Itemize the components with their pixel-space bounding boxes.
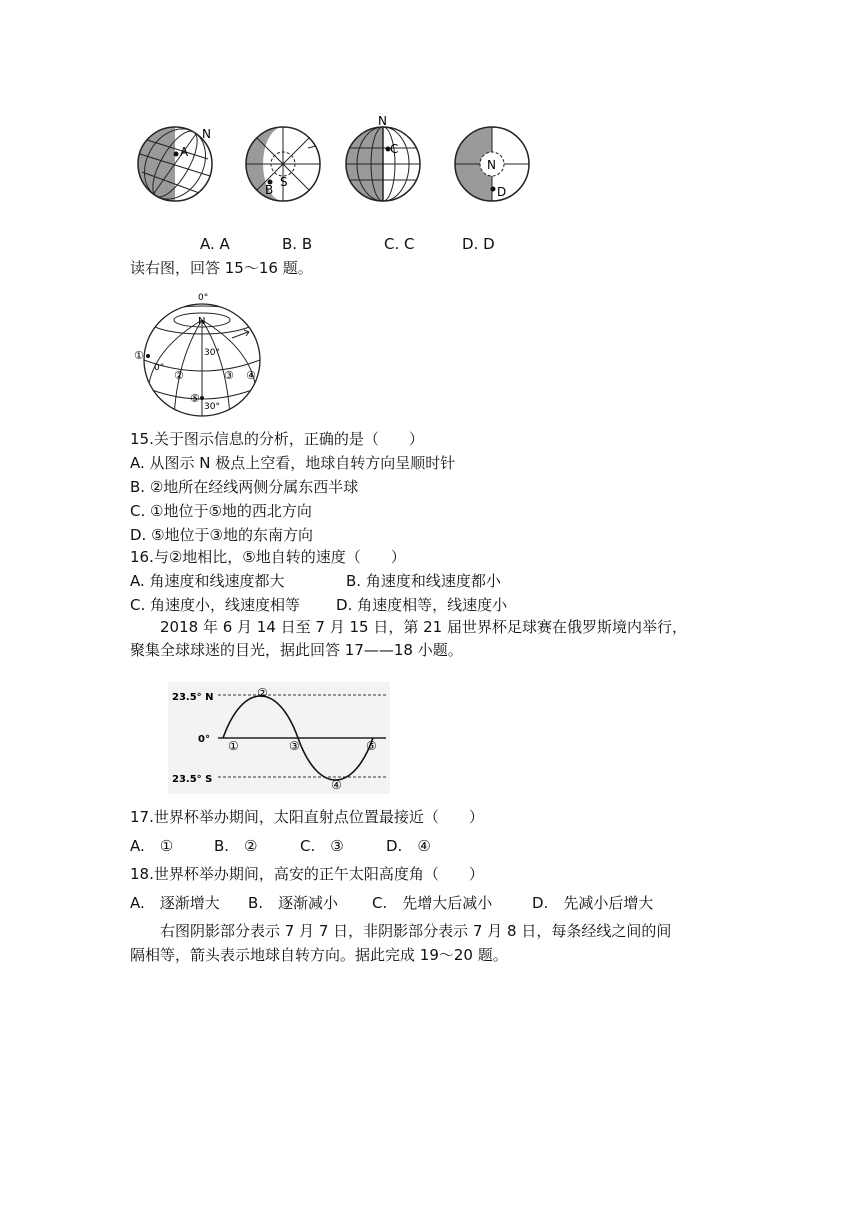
label-23-5-s: 23.5° S [172,774,213,785]
q18-option-c[interactable]: C. 先增大后减小 [372,894,493,912]
q18-option-b[interactable]: B. 逐渐减小 [248,894,339,912]
q16-option-d[interactable]: D. 角速度相等，线速度小 [336,596,508,614]
globe-marker-4: ④ [246,369,256,382]
q15-option-c[interactable]: C. ①地位于⑤地的西北方向 [130,502,312,520]
q15-option-a[interactable]: A. 从图示 N 极点上空看，地球自转方向呈顺时针 [130,454,456,472]
intro-19-20-line1: 右图阴影部分表示 7 月 7 日，非阴影部分表示 7 月 8 日，每条经线之间的间 [160,922,672,940]
globe-d [455,127,529,201]
chart-marker-3: ③ [289,739,300,753]
chart-marker-5: ⑤ [366,739,377,753]
globe-b [246,127,320,201]
globe-label-30-mid: 30° [204,348,220,358]
label-c: C [390,142,399,156]
q15-stem: 15.关于图示信息的分析，正确的是（ ） [130,430,424,448]
q15-option-b[interactable]: B. ②地所在经线两侧分属东西半球 [130,478,359,496]
intro-19-20-line2: 隔相等，箭头表示地球自转方向。据此完成 19～20 题。 [130,946,508,964]
q14-option-d[interactable]: D. D [462,235,495,253]
label-n-4: N [487,158,496,172]
q15-option-d[interactable]: D. ⑤地位于③地的东南方向 [130,526,313,544]
q17-option-a[interactable]: A. ① [130,837,174,855]
globe-a [132,118,217,210]
label-n-3: N [378,114,387,128]
globe-marker-5: ⑤ [190,392,200,405]
label-23-5-n: 23.5° N [172,692,214,703]
globe-label-0-top: 0° [198,293,209,303]
q17-option-c[interactable]: C. ③ [300,837,344,855]
q18-option-d[interactable]: D. 先减小后增大 [532,894,654,912]
globe-label-0-left: 0° [154,363,165,373]
q16-option-a[interactable]: A. 角速度和线速度都大 [130,572,285,590]
chart-marker-4: ④ [331,778,342,792]
chart-marker-2: ② [257,686,268,700]
q17-stem: 17.世界杯举办期间，太阳直射点位置最接近（ ） [130,808,484,826]
globe-label-n: N [198,316,206,327]
q16-stem: 16.与②地相比，⑤地自转的速度（ ） [130,548,406,566]
sun-direct-point-chart [168,682,390,794]
q17-option-b[interactable]: B. ② [214,837,258,855]
q16-option-b[interactable]: B. 角速度和线速度都小 [346,572,501,590]
globe-c [346,114,420,201]
intro-15-16: 读右图，回答 15～16 题。 [130,259,313,277]
chart-marker-1: ① [228,739,239,753]
label-n: N [202,127,211,141]
globe-marker-3: ③ [224,369,234,382]
globe-marker-1: ① [134,349,144,362]
label-a: A [180,145,189,159]
q14-option-a[interactable]: A. A [200,235,230,253]
q17-option-d[interactable]: D. ④ [386,837,431,855]
q14-globe-figures [130,114,540,214]
q18-stem: 18.世界杯举办期间，高安的正午太阳高度角（ ） [130,865,484,883]
globe-label-30-bottom: 30° [204,402,220,412]
q14-option-b[interactable]: B. B [282,235,313,253]
label-b: B [265,183,274,197]
globe-figure [132,290,268,418]
label-s: S [280,175,288,189]
globe-marker-2: ② [174,369,184,382]
q14-option-c[interactable]: C. C [384,235,415,253]
intro-17-18-line1: 2018 年 6 月 14 日至 7 月 15 日，第 21 届世界杯足球赛在俄罗斯境内举行， [160,618,687,636]
label-0-degree: 0° [198,734,210,745]
q18-option-a[interactable]: A. 逐渐增大 [130,894,220,912]
intro-17-18-line2: 聚集全球球迷的目光，据此回答 17——18 小题。 [130,641,463,659]
q16-option-c[interactable]: C. 角速度小，线速度相等 [130,596,301,614]
label-d: D [497,185,507,199]
